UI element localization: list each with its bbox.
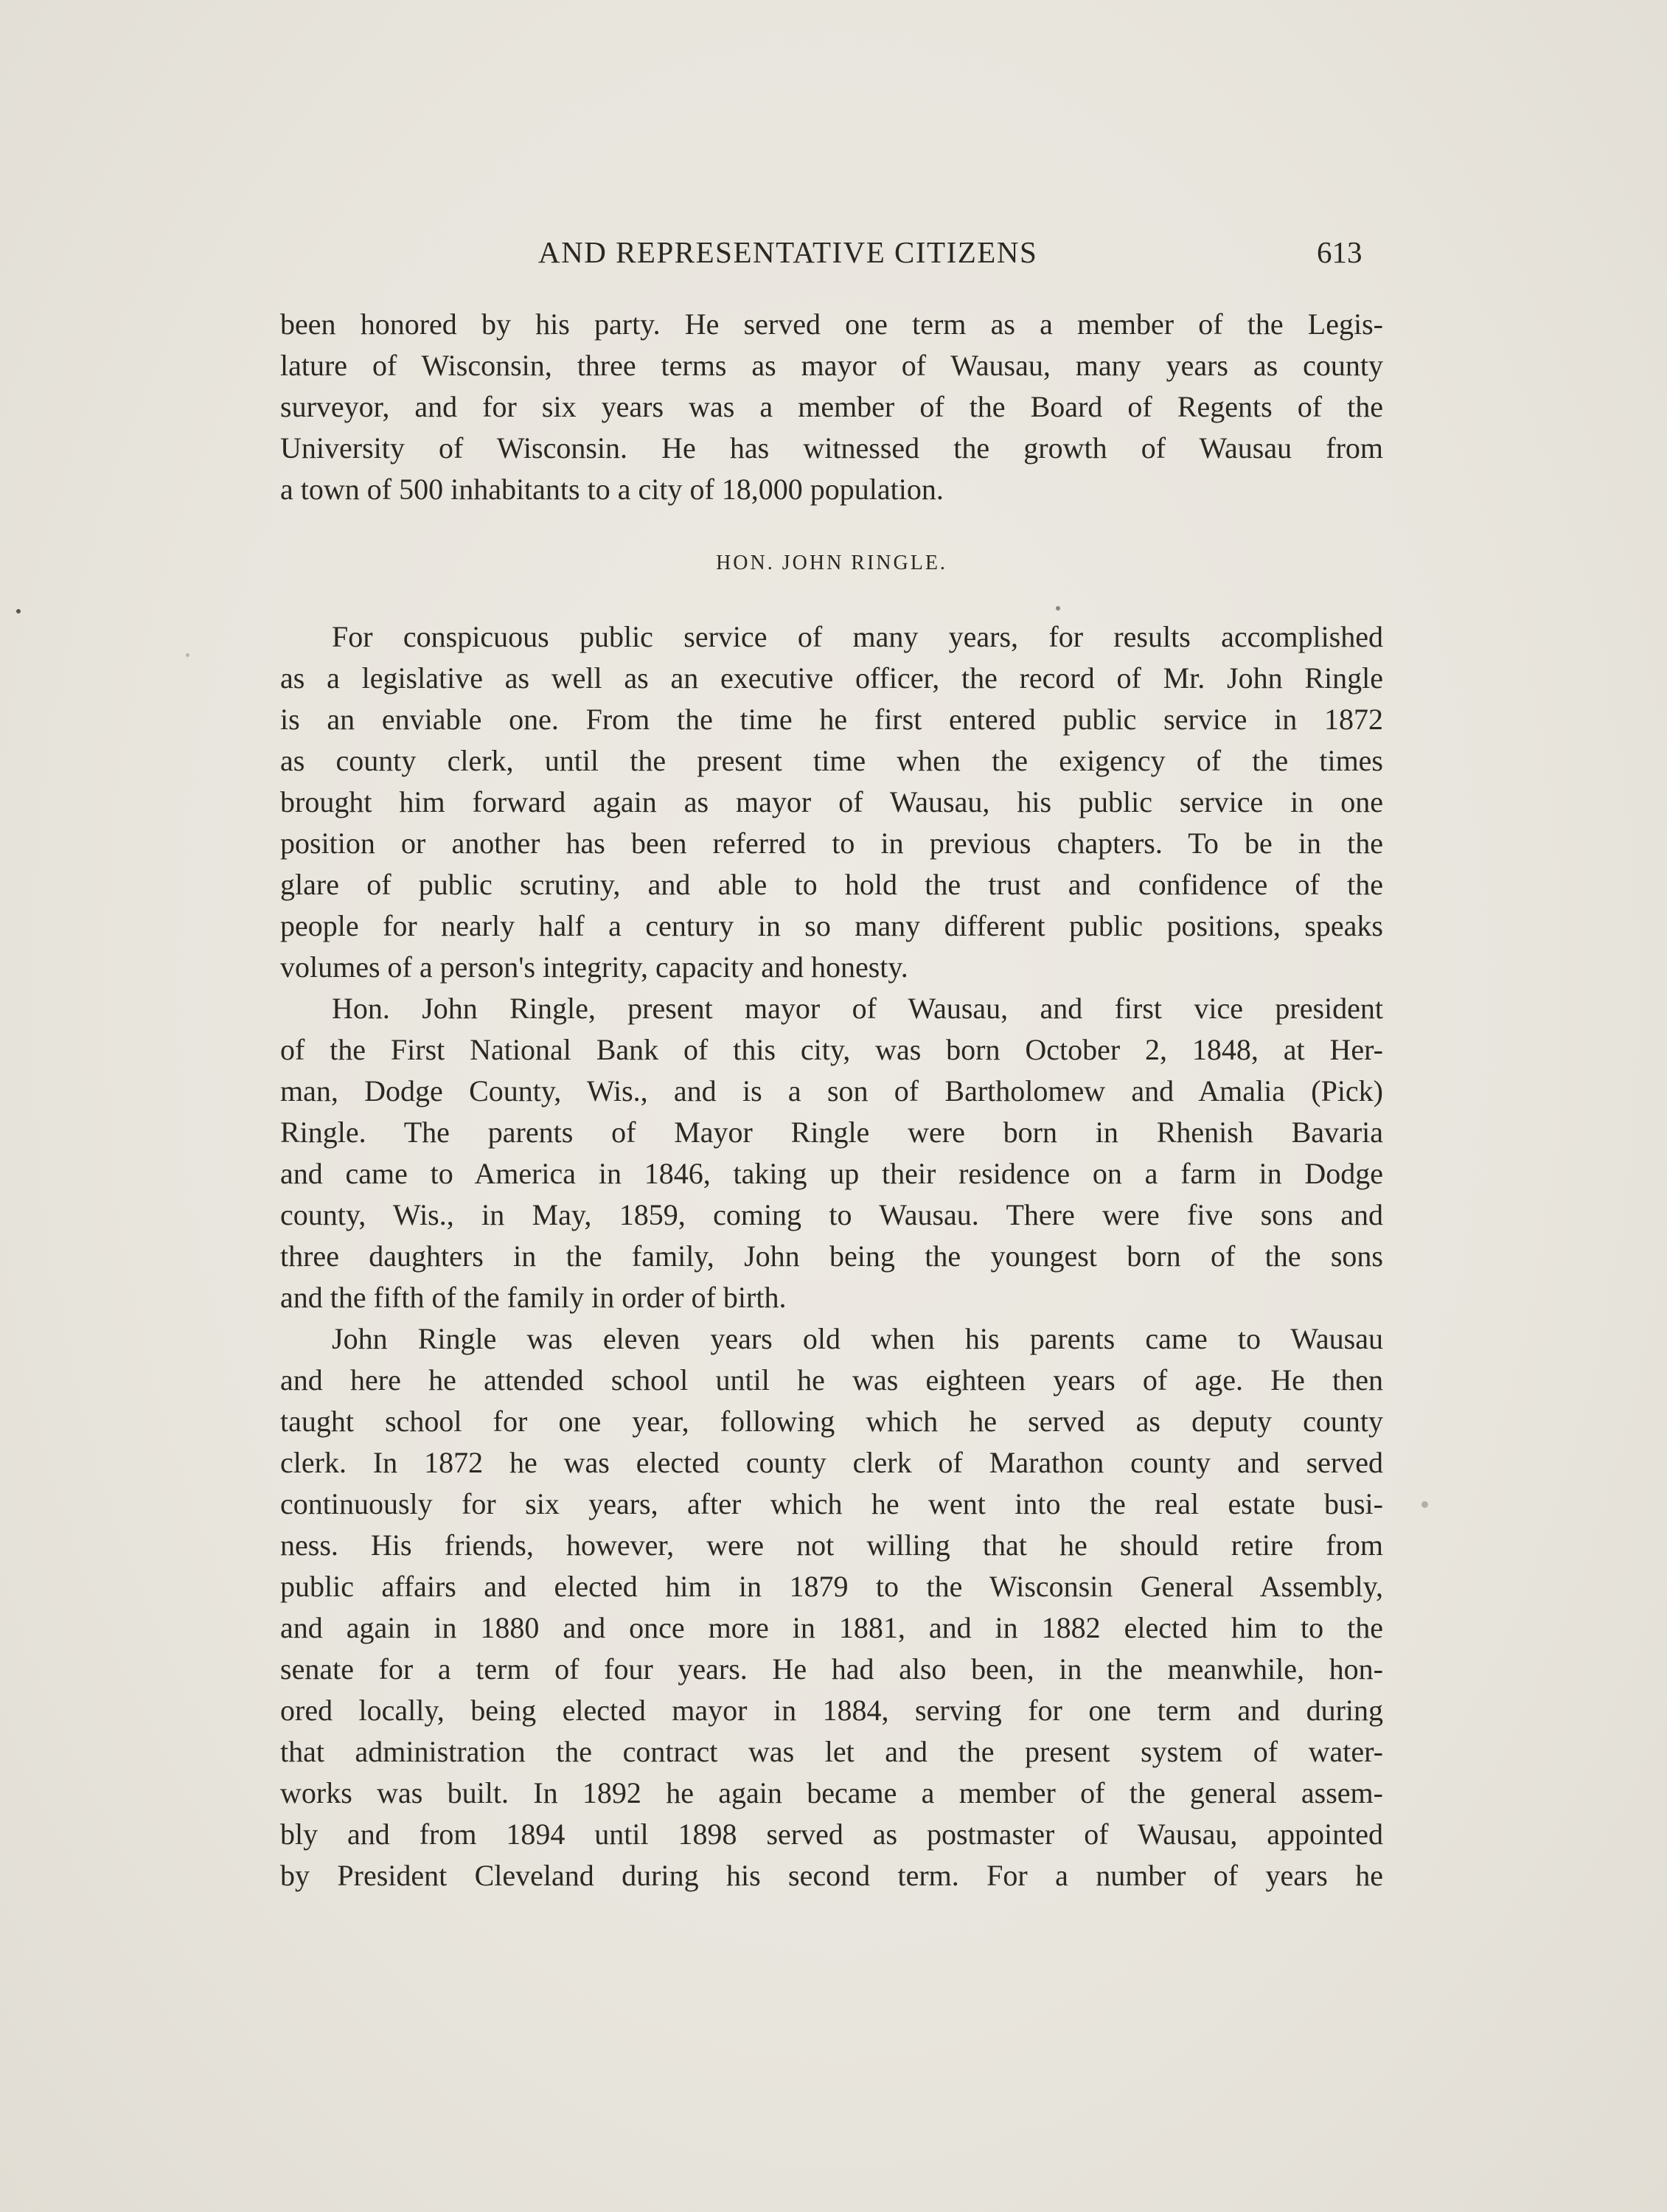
body-line: as a legislative as well as an executive officer, the record of Mr. John Ringle	[280, 661, 1383, 695]
body-line: volumes of a person's integrity, capacity and honesty.	[280, 950, 908, 984]
body-line: is an enviable one. From the time he first entered public service in 1872	[280, 703, 1383, 736]
body-line: taught school for one year, following which he served as deputy county	[280, 1405, 1383, 1438]
body-line: brought him forward again as mayor of Wausau, his public service in one	[280, 785, 1383, 818]
body-line: glare of public scrutiny, and able to hold the trust and confidence of the	[280, 868, 1383, 901]
body-line: and the fifth of the family in order of birth.	[280, 1281, 787, 1314]
body-line: as county clerk, until the present time when the exigency of the times	[280, 744, 1383, 777]
body-line: University of Wisconsin. He has witnessed the growth of Wausau from	[280, 431, 1383, 465]
body-line: of the First National Bank of this city, was born October 2, 1848, at Her-	[280, 1033, 1383, 1066]
body-line: bly and from 1894 until 1898 served as postmaster of Wausau, appointed	[280, 1818, 1383, 1851]
body-line: and came to America in 1846, taking up their residence on a farm in Dodge	[280, 1157, 1383, 1190]
body-line: man, Dodge County, Wis., and is a son of Bartholomew and Amalia (Pick)	[280, 1074, 1383, 1107]
body-line: a town of 500 inhabitants to a city of 18,000 population.	[280, 473, 944, 506]
body-line: three daughters in the family, John being the youngest born of the sons	[280, 1239, 1383, 1273]
body-line: surveyor, and for six years was a member of the Board of Regents of the	[280, 390, 1383, 423]
body-line: senate for a term of four years. He had also been, in the meanwhile, hon-	[280, 1652, 1383, 1686]
body-line: For conspicuous public service of many years, for results accomplished	[332, 620, 1383, 653]
body-line: continuously for six years, after which he went into the real estate busi-	[280, 1487, 1383, 1520]
paper-speck	[1056, 606, 1060, 611]
paper-speck	[186, 653, 189, 657]
body-line: lature of Wisconsin, three terms as mayor of Wausau, many years as county	[280, 349, 1383, 382]
body-line: ored locally, being elected mayor in 1884, serving for one term and during	[280, 1694, 1383, 1727]
body-line: and here he attended school until he was eighteen years of age. He then	[280, 1363, 1383, 1397]
body-line: Ringle. The parents of Mayor Ringle were born in Rhenish Bavaria	[280, 1116, 1383, 1149]
section-heading: HON. JOHN RINGLE.	[716, 552, 947, 574]
body-line: by President Cleveland during his second term. For a number of years he	[280, 1859, 1383, 1892]
body-line: that administration the contract was let and the present system of water-	[280, 1735, 1383, 1768]
running-header: AND REPRESENTATIVE CITIZENS	[538, 235, 1038, 269]
body-line: works was built. In 1892 he again became a member of the general assem-	[280, 1776, 1383, 1809]
body-line: John Ringle was eleven years old when his parents came to Wausau	[332, 1322, 1383, 1355]
body-line: people for nearly half a century in so many different public positions, speaks	[280, 909, 1383, 942]
body-line: position or another has been referred to in previous chapters. To be in the	[280, 827, 1383, 860]
paper-speck	[16, 609, 21, 613]
body-line: ness. His friends, however, were not willing that he should retire from	[280, 1528, 1383, 1562]
body-line: county, Wis., in May, 1859, coming to Wausau. There were five sons and	[280, 1198, 1383, 1231]
page-number: 613	[1317, 235, 1363, 269]
body-line: clerk. In 1872 he was elected county clerk of Marathon county and served	[280, 1446, 1383, 1479]
body-line: and again in 1880 and once more in 1881, and in 1882 elected him to the	[280, 1611, 1383, 1644]
paper-speck	[1421, 1501, 1428, 1508]
body-line: Hon. John Ringle, present mayor of Wausau, and first vice president	[332, 992, 1383, 1025]
body-line: public affairs and elected him in 1879 to the Wisconsin General Assembly,	[280, 1570, 1383, 1603]
body-line: been honored by his party. He served one term as a member of the Legis-	[280, 307, 1383, 341]
